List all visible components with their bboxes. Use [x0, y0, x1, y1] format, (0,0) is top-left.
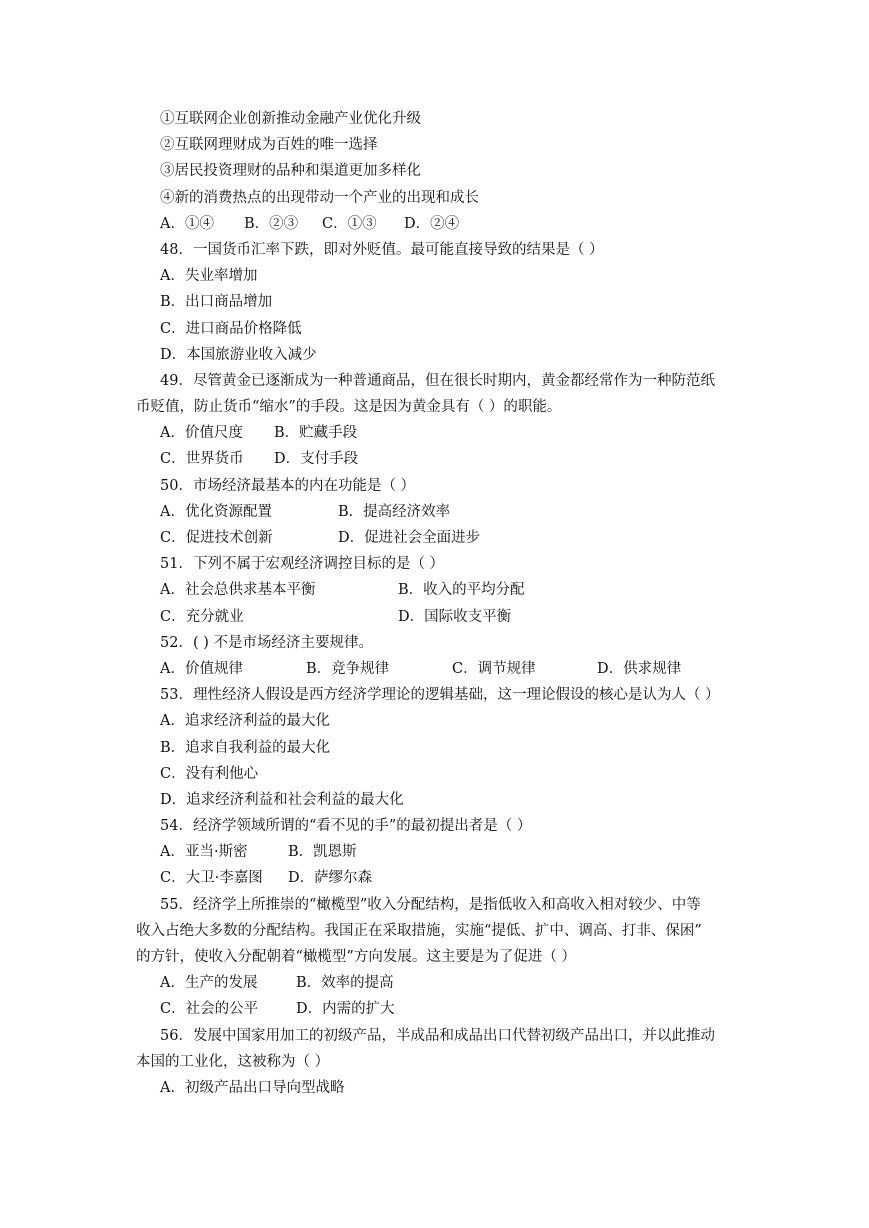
q47-option-d: D．②④ [404, 215, 460, 232]
q55-stem-line-1: 55．经济学上所推崇的“橄榄型”收入分配结构，是指低收入和高收入相对较少、中等 [160, 896, 701, 913]
q50-option-c: C．促进技术创新 [160, 530, 273, 546]
q54-option-c: C．大卫·李嘉图 [160, 870, 263, 887]
q49-option-b: B．贮藏手段 [274, 425, 358, 442]
q55-option-c: C．社会的公平 [160, 1001, 259, 1018]
q54-options-row-1 [136, 839, 769, 865]
q49-stem-line-1: 49．尽管黄金已逐渐成为一种普通商品，但在很长时期内，黄金都经常作为一种防范纸 [160, 372, 715, 389]
q47-sub-item-3: ③居民投资理财的品种和渠道更加多样化 [160, 163, 421, 180]
q48-option-b: B．出口商品增加 [160, 294, 273, 311]
q47-option-a: A．①④ [160, 215, 214, 232]
q55-option-b: B．效率的提高 [296, 975, 394, 992]
q49-options-row-2 [136, 446, 769, 472]
q47-sub-item-1: ①互联网企业创新推动金融产业优化升级 [160, 111, 421, 127]
q55-stem-line-2: 收入占绝大多数的分配结构。我国正在采取措施，实施“提低、扩中、调高、打非、保困” [136, 922, 702, 939]
q51-option-a: A．社会总供求基本平衡 [160, 582, 316, 599]
q48-stem: 48．一国货币汇率下跌，即对外贬值。最可能直接导致的结果是（ ） [160, 241, 604, 258]
q50-options-row-1 [136, 499, 769, 525]
q47-options [136, 211, 769, 237]
q52-option-c: C．调节规律 [452, 660, 536, 677]
q56-option-a: A．初级产品出口导向型战略 [160, 1079, 345, 1096]
q50-stem: 50．市场经济最基本的内在功能是（ ） [160, 477, 416, 494]
q56-stem-line-2: 本国的工业化，这被称为（ ） [136, 1053, 330, 1070]
q47-sub-item-4: ④新的消费热点的出现带动一个产业的出现和成长 [160, 189, 479, 206]
q54-options-row-2 [136, 865, 769, 891]
q55-option-a: A．生产的发展 [160, 975, 258, 992]
q49-option-c: C．世界货币 [160, 451, 244, 468]
q56-stem-line-1: 56．发展中国家用加工的初级产品，半成品和成品出口代替初级产品出口，并以此推动 [160, 1027, 715, 1044]
q53-option-d: D．追求经济利益和社会利益的最大化 [160, 791, 404, 808]
q50-option-b: B．提高经济效率 [338, 503, 451, 520]
q54-option-a: A．亚当·斯密 [160, 844, 248, 861]
q51-stem: 51．下列不属于宏观经济调控目标的是（ ） [160, 556, 445, 573]
q47-option-b: B．②③ [244, 215, 299, 232]
q52-option-a: A．价值规律 [160, 660, 243, 677]
q54-option-d: D．萨缪尔森 [288, 870, 373, 887]
q53-option-b: B．追求自我利益的最大化 [160, 739, 331, 756]
q49-option-d: D．支付手段 [274, 451, 359, 468]
q53-option-c: C．没有利他心 [160, 765, 259, 782]
q51-options-row-2 [136, 604, 769, 630]
q54-option-b: B．凯恩斯 [288, 844, 357, 861]
q49-options-row-1 [136, 420, 769, 446]
q48-option-c: C．进口商品价格降低 [160, 320, 302, 337]
q51-option-d: D．国际收支平衡 [398, 608, 512, 625]
q51-option-b: B．收入的平均分配 [398, 582, 525, 599]
q55-stem-line-3: 的方针，使收入分配朝着“橄榄型”方向发展。这主要是为了促进（ ） [136, 949, 576, 965]
q50-options-row-2 [136, 525, 769, 551]
q48-option-a: A．失业率增加 [160, 268, 258, 285]
q55-options-row-2 [136, 996, 769, 1022]
q48-option-d: D．本国旅游业收入减少 [160, 346, 317, 363]
q47-sub-item-2: ②互联网理财成为百姓的唯一选择 [160, 137, 378, 154]
q51-options-row-1 [136, 577, 769, 603]
q53-option-a: A．追求经济利益的最大化 [160, 713, 330, 730]
q52-option-d: D．供求规律 [597, 660, 682, 677]
q51-option-c: C．充分就业 [160, 608, 244, 625]
q49-option-a: A．价值尺度 [160, 425, 243, 442]
q47-option-c: C．①③ [322, 215, 377, 232]
q50-option-d: D．促进社会全面进步 [338, 530, 481, 546]
q55-options-row-1 [136, 970, 769, 996]
q52-option-b: B．竞争规律 [306, 660, 390, 677]
q54-stem: 54．经济学领域所谓的“看不见的手”的最初提出者是（ ） [160, 818, 532, 835]
q49-stem-line-2: 币贬值，防止货币“缩水”的手段。这是因为黄金具有（ ）的职能。 [136, 399, 562, 416]
q52-options [136, 656, 769, 682]
q52-stem: 52．( ) 不是市场经济主要规律。 [160, 634, 373, 651]
q53-stem: 53．理性经济人假设是西方经济学理论的逻辑基础，这一理论假设的核心是认为人（ ） [160, 687, 720, 704]
q50-option-a: A．优化资源配置 [160, 503, 272, 520]
q55-option-d: D．内需的扩大 [296, 1001, 395, 1018]
